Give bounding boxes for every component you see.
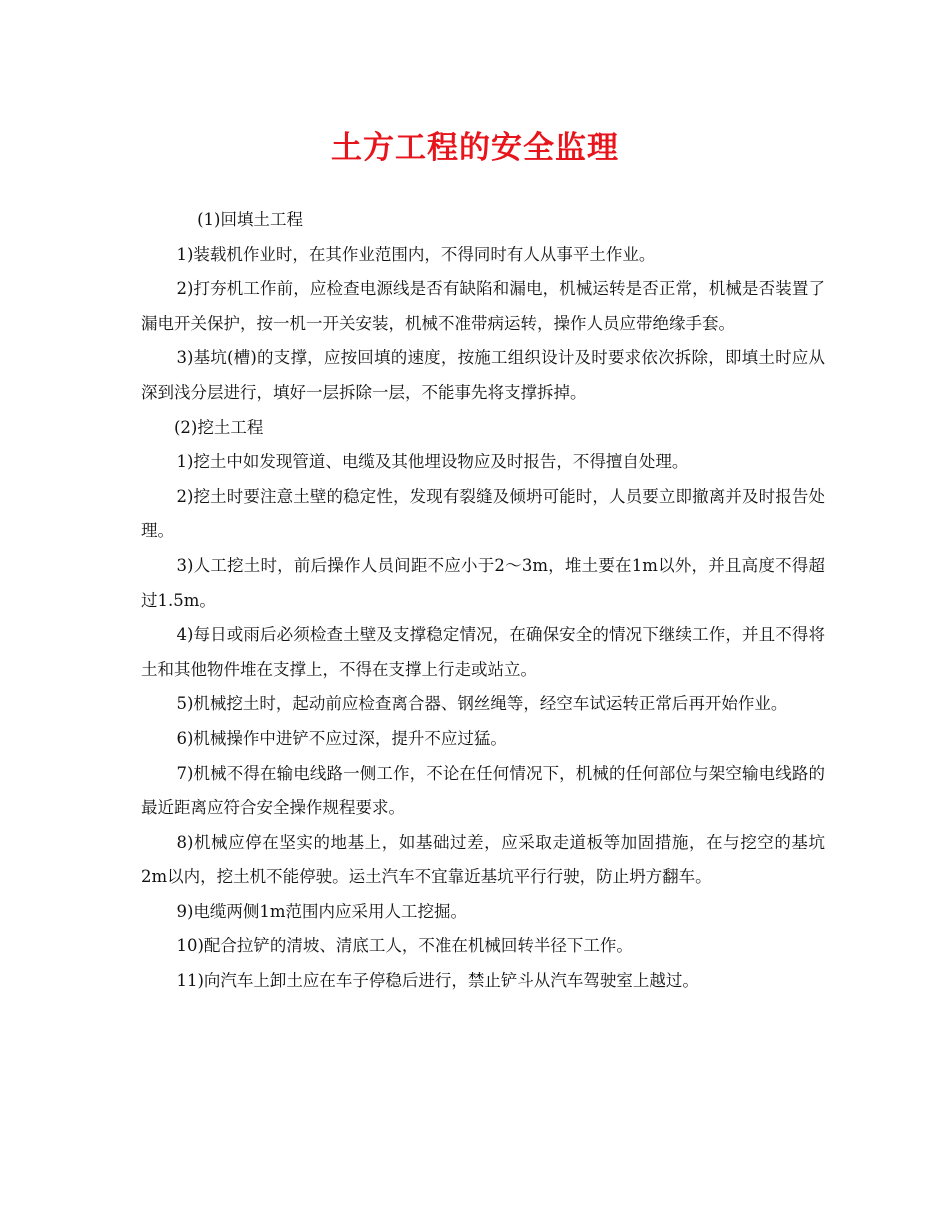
document-title: 土方工程的安全监理 xyxy=(331,130,619,166)
paragraph: 3)基坑(槽)的支撑，应按回填的速度，按施工组织设计及时要求依次拆除，即填土时应从深到浅分层进行，填好一层拆除一层，不能事先将支撑拆掉。 xyxy=(141,348,825,402)
section-heading-backfill: (1)回填土工程 xyxy=(197,210,303,229)
paragraph: 3)人工挖土时，前后操作人员间距不应小于2～3m，堆土要在1m以外，并且高度不得超过1.5m。 xyxy=(141,555,825,610)
paragraph: 8)机械应停在坚实的地基上，如基础过差，应采取走道板等加固措施，在与挖空的基坑2m以内，挖土机不能停驶。运土汽车不宜靠近基坑平行行驶，防止坍方翻车。 xyxy=(141,832,825,887)
paragraph: 4)每日或雨后必须检查土壁及支撑稳定情况，在确保安全的情况下继续工作，并且不得将土和其他物件堆在支撑上，不得在支撑上行走或站立。 xyxy=(141,625,825,679)
paragraph: 7)机械不得在输电线路一侧工作，不论在任何情况下，机械的任何部位与架空输电线路的最近距离应符合安全操作规程要求。 xyxy=(141,763,825,818)
paragraph: 11)向汽车上卸土应在车子停稳后进行，禁止铲斗从汽车驾驶室上越过。 xyxy=(176,971,699,991)
section-heading-excavation: (2)挖土工程 xyxy=(174,417,264,437)
paragraph: 9)电缆两侧1m范围内应采用人工挖掘。 xyxy=(176,901,468,921)
paragraph: 6)机械操作中进铲不应过深，提升不应过猛。 xyxy=(176,728,507,748)
document-body xyxy=(141,203,825,999)
paragraph: 1)挖土中如发现管道、电缆及其他埋设物应及时报告，不得擅自处理。 xyxy=(176,452,689,472)
paragraph: 2)挖土时要注意土壁的稳定性，发现有裂缝及倾坍可能时，人员要立即撤离并及时报告处理。 xyxy=(141,486,825,541)
paragraph: 1)装载机作业时，在其作业范围内，不得同时有人从事平土作业。 xyxy=(176,244,656,264)
paragraph: 5)机械挖土时，起动前应检查离合器、钢丝绳等，经空车试运转正常后再开始作业。 xyxy=(176,694,788,714)
paragraph: 2)打夯机工作前，应检查电源线是否有缺陷和漏电，机械运转是否正常，机械是否装置了漏电开关保护，按一机一开关安装，机械不准带病运转，操作人员应带绝缘手套。 xyxy=(141,279,825,333)
paragraph: 10)配合拉铲的清坡、清底工人，不准在机械回转半径下工作。 xyxy=(176,936,633,956)
